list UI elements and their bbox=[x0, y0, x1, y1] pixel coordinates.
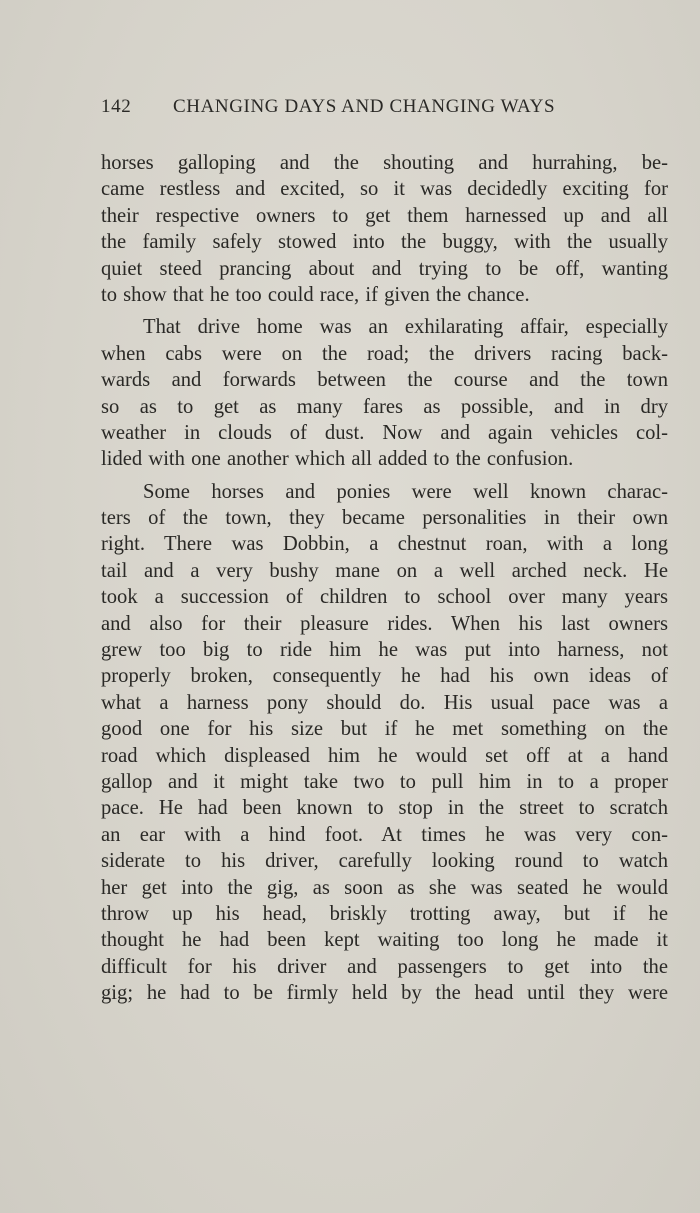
text-line: weather in clouds of dust. Now and again vehicles col- bbox=[101, 421, 668, 444]
running-title: CHANGING DAYS AND CHANGING WAYS bbox=[173, 96, 556, 117]
page-number: 142 bbox=[101, 96, 132, 117]
text-line: pace. He had been known to stop in the street to scratch bbox=[101, 797, 668, 820]
text-line: her get into the gig, as soon as she was seated he would bbox=[101, 876, 668, 899]
running-header bbox=[101, 96, 601, 124]
text-line: throw up his head, briskly trotting away, but if he bbox=[101, 902, 668, 925]
text-line: so as to get as many fares as possible, and in dry bbox=[101, 395, 668, 418]
text-line: when cabs were on the road; the drivers racing back- bbox=[101, 342, 668, 365]
paragraph bbox=[101, 479, 668, 1007]
text-line: right. There was Dobbin, a chestnut roan, with a long bbox=[101, 533, 668, 556]
text-line: That drive home was an exhilarating affair, especially bbox=[143, 316, 668, 339]
text-line: and also for their pleasure rides. When his last owners bbox=[101, 612, 668, 635]
text-line: took a succession of children to school over many years bbox=[101, 586, 668, 609]
paragraph bbox=[101, 314, 668, 472]
text-line: good one for his size but if he met something on the bbox=[101, 718, 668, 741]
text-line: quiet steed prancing about and trying to be off, wanting bbox=[101, 257, 668, 280]
text-line: wards and forwards between the course and the town bbox=[101, 369, 668, 392]
text-line: grew too big to ride him he was put into harness, not bbox=[101, 639, 668, 662]
text-line: gallop and it might take two to pull him in to a proper bbox=[101, 770, 668, 793]
text-line: what a harness pony should do. His usual pace was a bbox=[101, 691, 668, 714]
text-line: siderate to his driver, carefully looking round to watch bbox=[101, 850, 668, 873]
text-line: Some horses and ponies were well known charac- bbox=[143, 480, 668, 503]
text-line: lided with one another which all added to the confusion. bbox=[101, 448, 574, 471]
text-line: ters of the town, they became personalities in their own bbox=[101, 507, 668, 530]
text-line: properly broken, consequently he had his own ideas of bbox=[101, 665, 668, 688]
body-text bbox=[101, 150, 668, 1007]
paragraph bbox=[101, 150, 668, 308]
text-line: came restless and excited, so it was decidedly exciting for bbox=[101, 178, 668, 201]
text-line: horses galloping and the shouting and hurrahing, be- bbox=[101, 152, 668, 174]
text-line: difficult for his driver and passengers to get into the bbox=[101, 955, 668, 978]
text-line: gig; he had to be firmly held by the head until they were bbox=[101, 982, 668, 1005]
text-line: road which displeased him he would set off at a hand bbox=[101, 744, 668, 767]
text-line: their respective owners to get them harnessed up and all bbox=[101, 204, 668, 227]
text-line: to show that he too could race, if given the chance. bbox=[101, 283, 530, 306]
text-line: thought he had been kept waiting too long he made it bbox=[101, 929, 668, 952]
text-line: the family safely stowed into the buggy, with the usually bbox=[101, 231, 668, 254]
text-line: tail and a very bushy mane on a well arched neck. He bbox=[101, 559, 668, 582]
text-line: an ear with a hind foot. At times he was very con- bbox=[101, 823, 668, 846]
